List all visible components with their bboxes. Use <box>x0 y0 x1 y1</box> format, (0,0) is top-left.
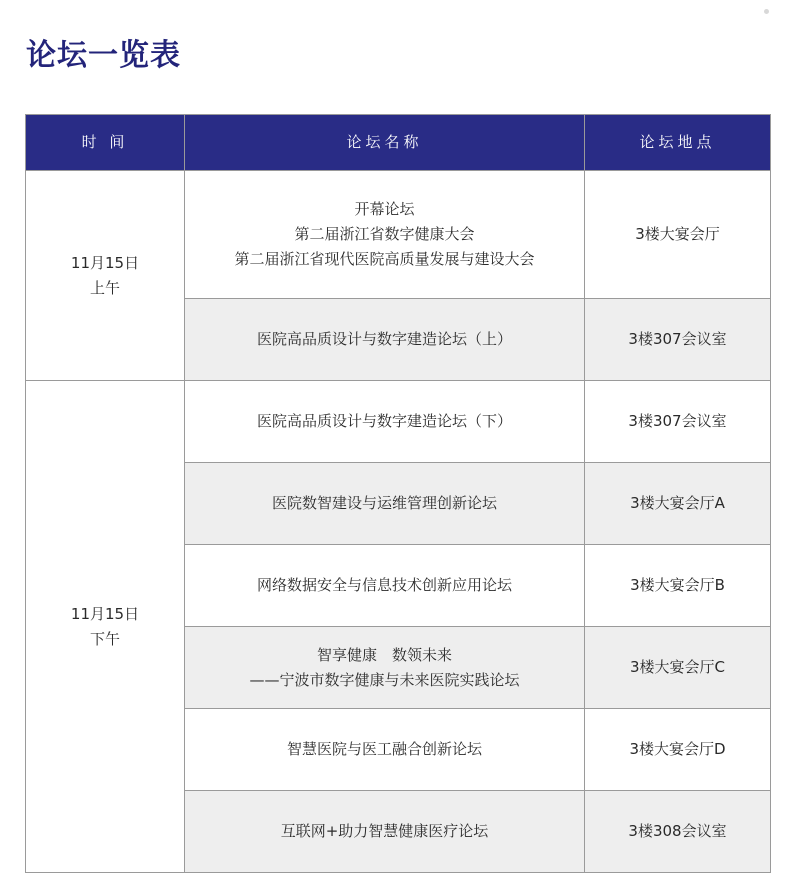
forum-location-cell: 3楼307会议室 <box>585 299 771 381</box>
forum-name-line: 第二届浙江省数字健康大会 <box>294 225 475 243</box>
table-row <box>26 381 771 463</box>
forum-schedule-table <box>25 114 771 873</box>
forum-location-cell: 3楼307会议室 <box>585 381 771 463</box>
forum-name-cell: 智慧医院与医工融合创新论坛 <box>185 709 585 791</box>
forum-location-cell: 3楼大宴会厅 <box>585 171 771 299</box>
forum-name-line: 智享健康 数领未来 <box>316 645 452 664</box>
forum-name-cell <box>185 171 585 299</box>
forum-name-line: ——宁波市数字健康与未来医院实践论坛 <box>249 670 520 689</box>
forum-name-line: 开幕论坛 <box>354 200 415 218</box>
forum-location-cell: 3楼大宴会厅C <box>585 627 771 709</box>
forum-name-cell: 医院高品质设计与数字建造论坛（下） <box>185 381 585 463</box>
forum-location-cell: 3楼大宴会厅D <box>585 709 771 791</box>
session-cell-afternoon <box>26 381 185 873</box>
header-forum-location: 论坛地点 <box>585 115 771 171</box>
forum-location-cell: 3楼大宴会厅B <box>585 545 771 627</box>
forum-name-cell: 医院高品质设计与数字建造论坛（上） <box>185 299 585 381</box>
forum-name-cell: 互联网+助力智慧健康医疗论坛 <box>185 791 585 873</box>
header-forum-name: 论坛名称 <box>185 115 585 171</box>
forum-name-cell: 医院数智建设与运维管理创新论坛 <box>185 463 585 545</box>
forum-location-cell: 3楼大宴会厅A <box>585 463 771 545</box>
forum-location-cell: 3楼308会议室 <box>585 791 771 873</box>
corner-dot <box>764 9 769 14</box>
header-time: 时 间 <box>26 115 185 171</box>
session-period: 上午 <box>89 278 120 297</box>
forum-name-cell: 网络数据安全与信息技术创新应用论坛 <box>185 545 585 627</box>
table-header-row <box>26 115 771 171</box>
session-cell-morning <box>26 171 185 381</box>
page-title: 论坛一览表 <box>26 38 181 73</box>
session-date: 11月15日 <box>70 604 140 623</box>
table-row <box>26 171 771 299</box>
session-period: 下午 <box>89 629 120 648</box>
forum-name-line: 第二届浙江省现代医院高质量发展与建设大会 <box>234 250 535 268</box>
session-date: 11月15日 <box>70 253 140 272</box>
forum-name-cell <box>185 627 585 709</box>
